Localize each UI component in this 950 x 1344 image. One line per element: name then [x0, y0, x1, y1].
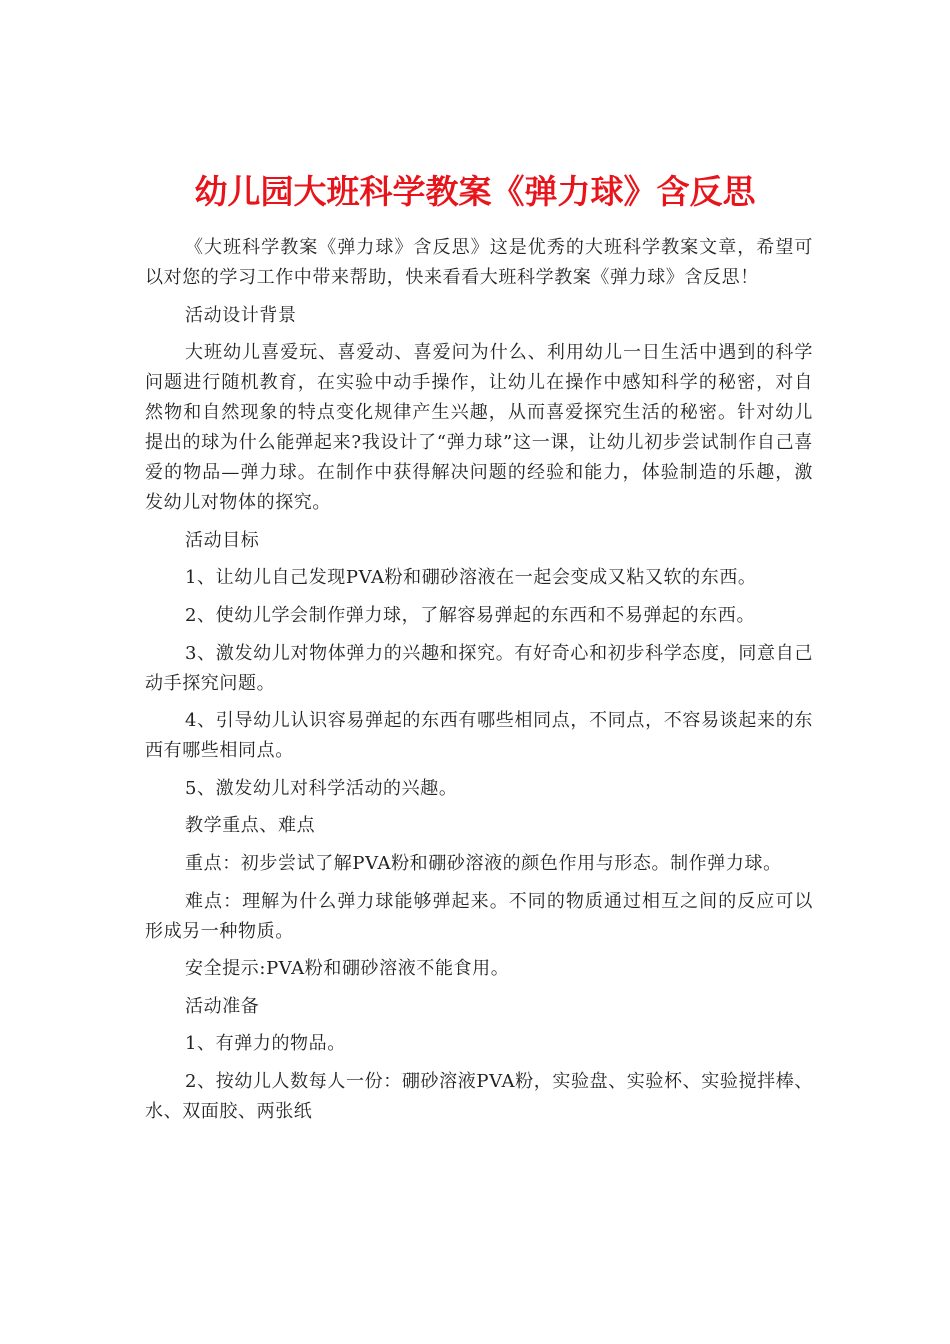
- goal-item-5: 5、激发幼儿对科学活动的兴趣。: [185, 777, 458, 799]
- goal-item-2: 2、使幼儿学会制作弹力球，了解容易弹起的东西和不易弹起的东西。: [185, 604, 756, 626]
- goal-item-3: 3、激发幼儿对物体弹力的兴趣和探究。有好奇心和初步科学态度，同意自己动手探究问题。: [145, 642, 813, 694]
- key-point: 重点：初步尝试了解PVA粉和硼砂溶液的颜色作用与形态。制作弹力球。: [185, 852, 782, 874]
- goal-item-4: 4、引导幼儿认识容易弹起的东西有哪些相同点，不同点，不容易谈起来的东西有哪些相同点。: [145, 710, 813, 762]
- document-body: [145, 233, 813, 1135]
- heading-design-background: 活动设计背景: [185, 304, 297, 326]
- prep-item-2: 2、按幼儿人数每人一份：硼砂溶液PVA粉，实验盘、实验杯、实验搅拌棒、水、双面胶、两张纸: [145, 1070, 813, 1122]
- heading-key-points: 教学重点、难点: [185, 815, 316, 837]
- heading-activity-goals: 活动目标: [185, 529, 260, 551]
- heading-preparation: 活动准备: [185, 995, 260, 1017]
- goal-item-1: 1、让幼儿自己发现PVA粉和硼砂溶液在一起会变成又粘又软的东西。: [185, 567, 757, 589]
- difficult-point: 难点：理解为什么弹力球能够弹起来。不同的物质通过相互之间的反应可以形成另一种物质。: [145, 890, 813, 942]
- document-title: 幼儿园大班科学教案《弹力球》含反思: [194, 172, 756, 212]
- safety-tip: 安全提示:PVA粉和硼砂溶液不能食用。: [185, 958, 510, 980]
- prep-item-1: 1、有弹力的物品。: [185, 1033, 346, 1055]
- paragraph-background: 大班幼儿喜爱玩、喜爱动、喜爱问为什么、利用幼儿一日生活中遇到的科学问题进行随机教育，在实验中动手操作，让幼儿在操作中感知科学的秘密，对自然物和自然现象的特点变化规律产生兴趣，从而喜爱探究生活的秘密。针对幼儿提出的球为什么能弹起来?我设计了“弹力球”这一课，让幼儿初步尝试制作自己喜爱的物品—弹力球。在制作中获得解决问题的经验和能力，体验制造的乐趣，激发幼儿对物体的探究。: [145, 342, 813, 514]
- paragraph-intro: 《大班科学教案《弹力球》含反思》这是优秀的大班科学教案文章，希望可以对您的学习工作中带来帮助，快来看看大班科学教案《弹力球》含反思！: [145, 237, 813, 288]
